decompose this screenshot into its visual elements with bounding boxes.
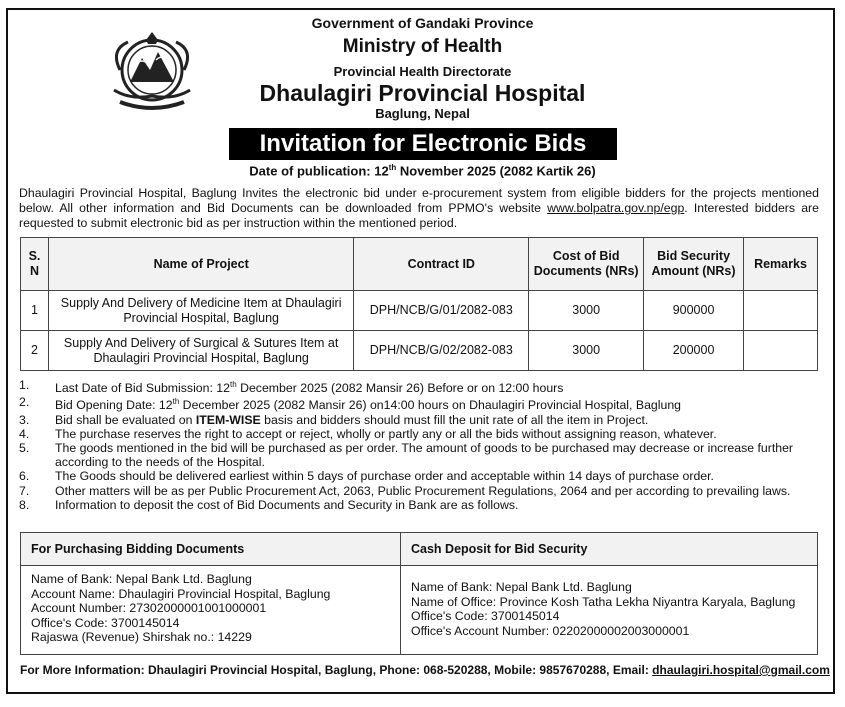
bank-line: Name of Bank: Nepal Bank Ltd. Baglung xyxy=(411,580,632,594)
cell-sn: 1 xyxy=(21,291,49,331)
bank-panel-title: Cash Deposit for Bid Security xyxy=(401,533,817,566)
term-item: 2. Bid Opening Date: 12th December 2025 (2082 Mansir 26) on14:00 hours on Dhaulagiri Provincial Hospital, Baglung xyxy=(19,395,681,413)
hospital-heading: Dhaulagiri Provincial Hospital xyxy=(259,80,586,106)
directorate-heading: Provincial Health Directorate xyxy=(333,64,512,79)
bank-panel-lines xyxy=(401,566,817,638)
bank-line: Account Number: 27302000001001000001 xyxy=(31,601,267,615)
cell-remarks xyxy=(743,291,817,331)
term-item: 5. The goods mentioned in the bid will be purchased as per order. The amount of goods to be purchased may decrease or increase further according to the needs of the Hospital. xyxy=(19,441,794,470)
bidding-documents-bank-panel xyxy=(21,533,401,654)
bank-line: Account Name: Dhaulagiri Provincial Hospital, Baglung xyxy=(31,586,331,601)
contact-footer: For More Information: Dhaulagiri Provincial Hospital, Baglung, Phone: 068-520288, Mobile: 9857670288, Email: dhaulagiri.hospital@gmail.com xyxy=(20,663,830,677)
cell-cost: 3000 xyxy=(529,331,644,371)
bank-details-box xyxy=(20,532,818,655)
government-heading: Government of Gandaki Province xyxy=(311,15,534,31)
table-row xyxy=(21,331,818,371)
column-header-contract-id: Contract ID xyxy=(354,238,529,291)
bank-line: Office's Code: 3700145014 xyxy=(31,615,180,630)
bids-table xyxy=(20,237,818,371)
location-heading: Baglung, Nepal xyxy=(375,106,470,121)
cell-security: 900000 xyxy=(644,291,744,331)
cell-sn: 2 xyxy=(21,331,49,371)
cell-project: Supply And Delivery of Medicine Item at Dhaulagiri Provincial Hospital, Baglung xyxy=(48,291,353,331)
cell-security: 200000 xyxy=(644,331,744,371)
bank-line: Name of Bank: Nepal Bank Ltd. Baglung xyxy=(31,572,252,586)
term-item: 4. The purchase reserves the right to accept or reject, wholly or partly any or all the bids without assigning reason, whatever. xyxy=(19,426,717,441)
contact-email-link[interactable]: dhaulagiri.hospital@gmail.com xyxy=(652,663,830,677)
ministry-heading: Ministry of Health xyxy=(342,36,503,57)
bank-line: Rajaswa (Revenue) Shirshak no.: 14229 xyxy=(31,630,252,644)
bank-line: Office's Code: 3700145014 xyxy=(411,609,560,623)
intro-paragraph: Dhaulagiri Provincial Hospital, Baglung Invites the electronic bid under e-procurement system from eligible bidders for the projects mentioned below. All other information and Bid Documents can be downloaded from PPMO's website www.bolpatra.gov.np/egp. Interested bidders are requested to submit electronic bid as per instruction within the mentioned period. xyxy=(19,186,819,230)
bank-line: Name of Office: Province Kosh Tatha Lekha Niyantra Karyala, Baglung xyxy=(411,594,796,609)
table-row xyxy=(21,291,818,331)
bank-line: Office's Account Number: 02202000002003000001 xyxy=(411,623,690,638)
column-header-security: Bid Security Amount (NRs) xyxy=(644,238,744,291)
bid-security-bank-panel xyxy=(401,533,817,654)
publication-date: Date of publication: 12th November 2025 (2082 Kartik 26) xyxy=(249,163,596,179)
cell-cost: 3000 xyxy=(529,291,644,331)
cell-project: Supply And Delivery of Surgical & Sutures Item at Dhaulagiri Provincial Hospital, Baglung xyxy=(48,331,353,371)
ppmo-website-link[interactable]: www.bolpatra.gov.np/egp xyxy=(547,201,685,215)
notice-title-banner: Invitation for Electronic Bids xyxy=(229,128,617,160)
cell-contract-id: DPH/NCB/G/02/2082-083 xyxy=(354,331,529,371)
column-header-project: Name of Project xyxy=(48,238,353,291)
term-item: 8. Information to deposit the cost of Bid Documents and Security in Bank are as follows. xyxy=(19,497,519,512)
table-header-row xyxy=(21,238,818,291)
term-item: 6. The Goods should be delivered earliest within 5 days of purchase order and acceptable within 14 days of purchase order. xyxy=(19,469,714,484)
column-header-cost: Cost of Bid Documents (NRs) xyxy=(529,238,644,291)
term-item: 1. Last Date of Bid Submission: 12th December 2025 (2082 Mansir 26) Before or on 12:00 hours xyxy=(19,378,564,396)
bank-panel-title: For Purchasing Bidding Documents xyxy=(21,533,400,566)
terms-list xyxy=(19,378,824,512)
bank-panel-lines xyxy=(21,566,400,645)
cell-contract-id: DPH/NCB/G/01/2082-083 xyxy=(354,291,529,331)
column-header-remarks: Remarks xyxy=(743,238,817,291)
column-header-sn: S. N xyxy=(21,238,49,291)
term-item: 3. Bid shall be evaluated on ITEM-WISE basis and bidders should must fill the unit rate of all the item in Project. xyxy=(19,412,649,427)
cell-remarks xyxy=(743,331,817,371)
term-item: 7. Other matters will be as per Public Procurement Act, 2063, Public Procurement Regulations, 2064 and per according to prevailing laws. xyxy=(19,483,791,498)
